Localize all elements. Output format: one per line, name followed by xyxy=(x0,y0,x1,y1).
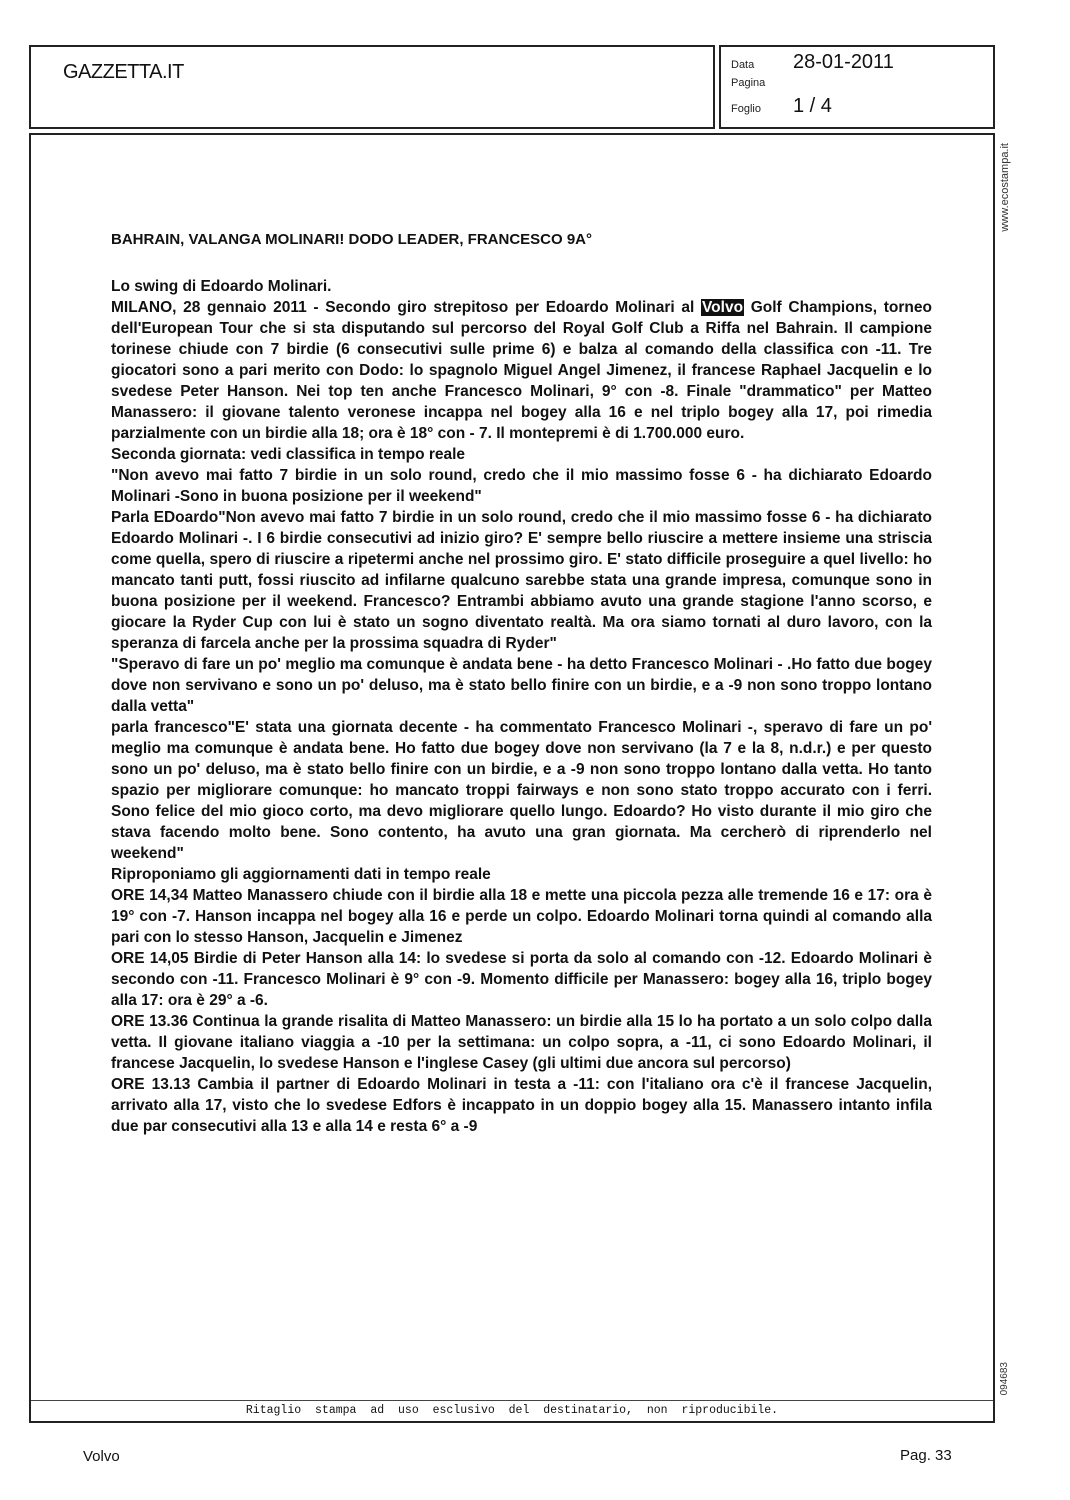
page-row xyxy=(731,77,793,89)
paragraph: ORE 14,34 Matteo Manassero chiude con il birdie alla 18 e mette una piccola pezza alle tremende 16 e 17: ora è 19° con -7. Hanson incappa nel bogey alla 16 e perde un colpo. Edoardo Molinari torna quindi al comando alla pari con lo stesso Hanson, Jacquelin e Jimenez xyxy=(111,887,932,946)
sheet-row xyxy=(731,95,832,118)
paragraph: parla francesco"E' stata una giornata decente - ha commentato Francesco Molinari -, speravo di fare un po' meglio ma comunque è andata bene. Ho fatto due bogey dove non servivano (la 7 e la 8, n.d.r.) e per questo sono un po' deluso, ma è stato bello finire con un birdie, e a -9 non sono troppo lontano dalla vetta. Ho tanto spazio per migliorare comunque: ho mancato troppi fairways e non sono stato troppo accurato con i ferri. Sono felice del mio gioco corto, ma devo migliorare quello lungo. Edoardo? Ho visto durante il mio giro che stava facendo molto bene. Sono contento, ha avuto una gran giornata. Ma cercherò di riprenderlo nel weekend" xyxy=(111,719,932,862)
lead-text-before: MILANO, 28 gennaio 2011 - Secondo giro strepitoso per Edoardo Molinari al xyxy=(111,299,701,316)
source-box xyxy=(29,45,715,129)
paragraph: "Non avevo mai fatto 7 birdie in un solo round, credo che il mio massimo fosse 6 - ha dichiarato Edoardo Molinari -Sono in buona posizione per il weekend" xyxy=(111,467,932,505)
reproduction-notice: Ritaglio stampa ad uso esclusivo del destinatario, non riproducibile. xyxy=(31,1400,993,1421)
date-label: Data xyxy=(731,59,755,71)
paragraph: Parla EDoardo"Non avevo mai fatto 7 birdie in un solo round, credo che il mio massimo fosse 6 - ha dichiarato Edoardo Molinari -. I 6 birdie consecutivi ad inizio giro? E' sempre bello riuscire a mettere insieme una striscia come quella, spero di riuscire a ripetermi anche nel prossimo giro. E' stato difficile proseguire a quel livello: ho mancato tanti putt, fossi riuscito ad infilarne qualcuno sarebbe stata una grande impresa, comunque sono in buona posizione per il weekend. Francesco? Entrambi abbiamo avuto una grande stagione l'anno scorso, e giocare la Ryder Cup con lui è stato un sogno diventato realtà. Ma ora siamo tornati al duro lavoro, con la speranza di farcela anche per la prossima squadra di Ryder" xyxy=(111,509,932,652)
highlighted-keyword: Volvo xyxy=(701,299,744,316)
paragraph: ORE 13.36 Continua la grande risalita di Matteo Manassero: un birdie alla 15 lo ha portato a un solo colpo dalla vetta. Il giovane italiano viaggia a -10 per la settimana: un colpo sopra, a -11, ci sono Edoardo Molinari, il francese Jacquelin, lo svedese Hanson e l'inglese Casey (gli ultimi due ancora sul percorso) xyxy=(111,1013,932,1072)
source-name: GAZZETTA.IT xyxy=(63,61,184,83)
date-value: 28-01-2011 xyxy=(793,51,894,73)
paragraph: ORE 14,05 Birdie di Peter Hanson alla 14: lo svedese si porta da solo al comando con -12. Edoardo Molinari è secondo con -11. Francesco Molinari è 9° con -9. Momento difficile per Manassero: bogey alla 16, triplo bogey alla 17: ora è 29° a -6. xyxy=(111,950,932,1009)
article-box xyxy=(29,133,995,1423)
date-row xyxy=(731,51,894,74)
paragraph: ORE 13.13 Cambia il partner di Edoardo Molinari in testa a -11: con l'italiano ora c'è il francese Jacquelin, arrivato alla 17, visto che lo svedese Edfors è incappato in un doppio bogey alla 15. Manassero intanto infila due par consecutivi alla 13 e alla 14 e resta 6° a -9 xyxy=(111,1076,932,1135)
lead-text-after: Golf Champions, torneo dell'European Tour che si sta disputando sul percorso del Royal Golf Club a Riffa nel Bahrain. Il campione torinese chiude con 7 birdie (6 consecutivi sulle prime 6) e balza al comando della classifica con -11. Tre giocatori sono a pari merito con Dodo: lo spagnolo Miguel Angel Jimenez, il francese Raphael Jacquelin e lo svedese Peter Hanson. Nei top ten anche Francesco Molinari, 9° con -8. Finale "drammatico" per Matteo Manassero: il giovane talento veronese incappa nel bogey alla 16 e nel triplo bogey alla 17, poi rimedia parzialmente con un birdie alla 18; ora è 18° con - 7. Il montepremi è di 1.700.000 euro. xyxy=(111,299,932,442)
paragraph: Seconda giornata: vedi classifica in tempo reale xyxy=(111,446,466,463)
lead-paragraph xyxy=(111,297,932,444)
article-headline: BAHRAIN, VALANGA MOLINARI! DODO LEADER, FRANCESCO 9A° xyxy=(111,231,592,248)
clipping-code: 094683 xyxy=(999,1362,1010,1396)
paragraph: "Speravo di fare un po' meglio ma comunque è andata bene - ha detto Francesco Molinari - .Ho fatto due bogey dove non servivano e sono un po' deluso, ma è stato bello finire con un birdie, e a -9 non sono troppo lontano dalla vetta" xyxy=(111,656,932,715)
paragraph: Riproponiamo gli aggiornamenti dati in tempo reale xyxy=(111,866,491,883)
watermark-url: www.ecostampa.it xyxy=(999,143,1011,232)
photo-caption: Lo swing di Edoardo Molinari. xyxy=(111,278,332,295)
page-number: Pag. 33 xyxy=(900,1447,952,1464)
metadata-box xyxy=(719,45,995,129)
client-name: Volvo xyxy=(83,1448,120,1465)
sheet-value: 1 / 4 xyxy=(793,95,832,117)
page-label: Pagina xyxy=(731,77,766,89)
article-body xyxy=(111,231,932,1137)
sheet-label: Foglio xyxy=(731,103,761,115)
